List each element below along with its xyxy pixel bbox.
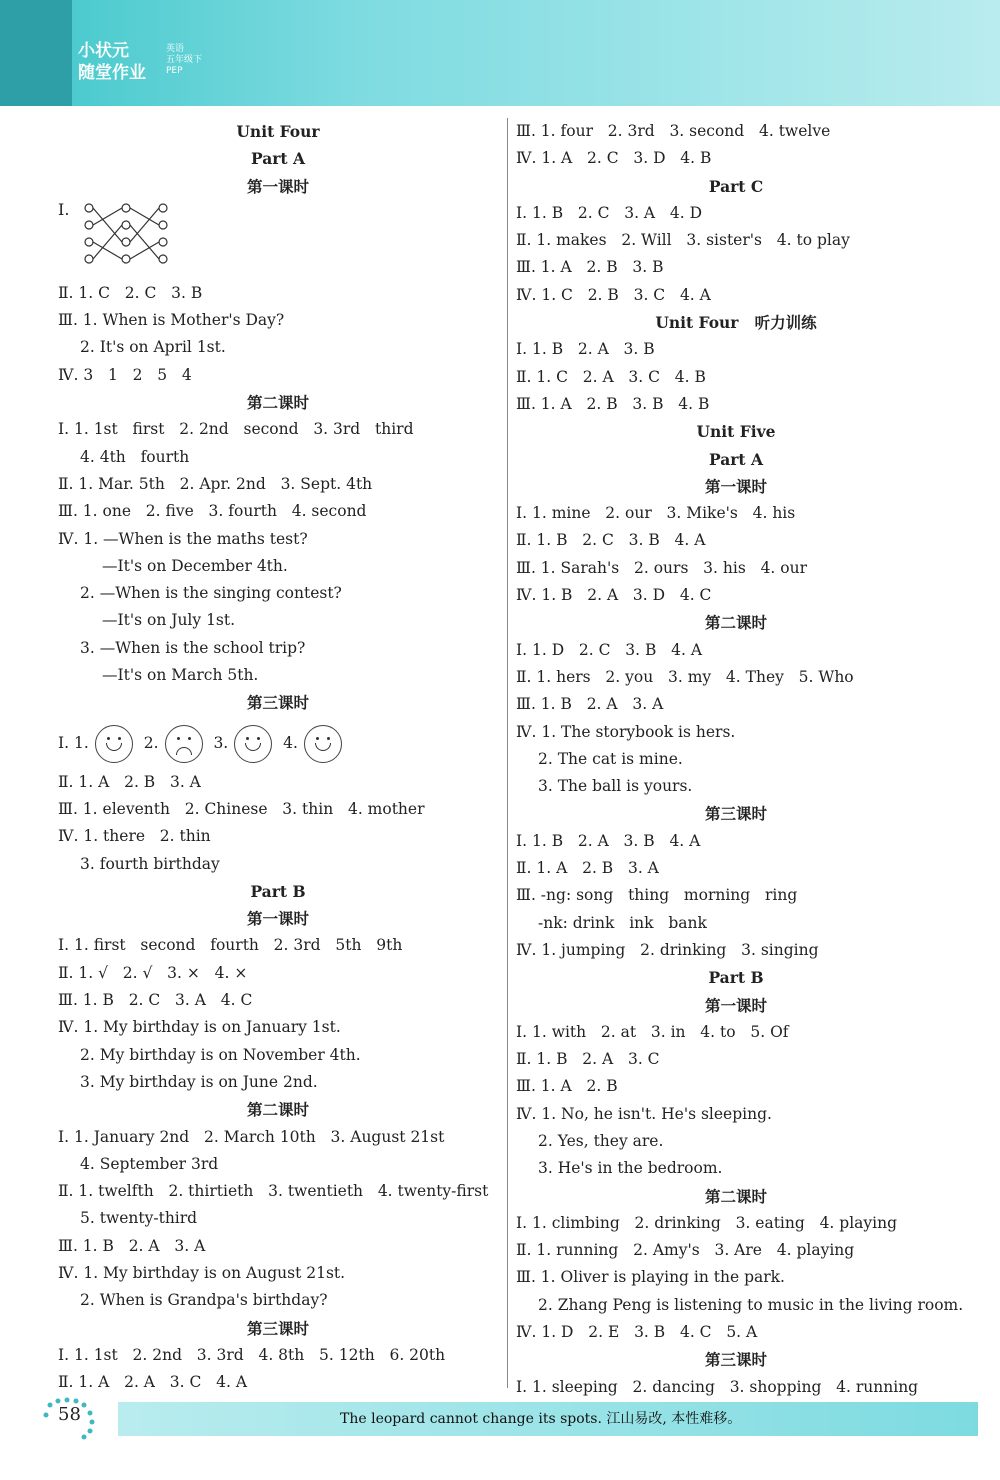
- answer-line: Ⅰ. 1. January 2nd 2. March 10th 3. August 21st: [58, 1127, 445, 1146]
- lesson-title: 第二课时: [704, 1186, 767, 1206]
- answer-line: 3. My birthday is on June 2nd.: [80, 1072, 318, 1091]
- part-title: Part B: [708, 968, 764, 988]
- answer-line: Ⅳ. 1. jumping 2. drinking 3. singing: [516, 940, 819, 959]
- answer-line: Ⅱ. 1. √ 2. √ 3. × 4. ×: [58, 963, 248, 982]
- answer-line: Ⅱ. 1. B 2. C 3. B 4. A: [516, 531, 706, 550]
- answer-line: 3. fourth birthday: [80, 854, 220, 873]
- answer-line: 3. The ball is yours.: [538, 777, 693, 796]
- unit-title: Unit Four: [236, 122, 320, 141]
- answer-line: Ⅰ. 1. B 2. A 3. B: [516, 340, 655, 359]
- meta-subject: 英语: [166, 44, 185, 54]
- answer-line: Ⅰ. 1. 1st 2. 2nd 3. 3rd 4. 8th 5. 12th 6. 20th: [58, 1345, 446, 1364]
- answer-line: —It's on December 4th.: [102, 556, 288, 575]
- answer-line: 2. —When is the singing contest?: [80, 584, 342, 603]
- answer-line: Ⅳ. 1. My birthday is on January 1st.: [58, 1018, 341, 1037]
- answer-label: 4.: [283, 733, 298, 752]
- meta-edition: PEP: [166, 66, 183, 76]
- lesson-title: 第二课时: [704, 613, 767, 633]
- lesson-title: 第一课时: [704, 476, 767, 496]
- unit-title: Unit Five: [696, 422, 776, 442]
- answer-line: 4. 4th fourth: [80, 447, 190, 466]
- answer-line: Ⅳ. 1. there 2. thin: [58, 827, 211, 846]
- answer-line: 3. He's in the bedroom.: [538, 1159, 723, 1178]
- lesson-title: 第二课时: [246, 393, 309, 413]
- answer-line: Ⅳ. 1. The storybook is hers.: [516, 722, 736, 741]
- lesson-title: 第一课时: [246, 176, 309, 196]
- answer-line: 2. The cat is mine.: [538, 749, 683, 768]
- answer-line: Ⅲ. 1. one 2. five 3. fourth 4. second: [58, 502, 367, 521]
- answer-line: Ⅰ. 1. sleeping 2. dancing 3. shopping 4. running: [516, 1377, 919, 1396]
- answer-label: 3.: [213, 733, 229, 752]
- answer-line: Ⅱ. 1. B 2. A 3. C: [516, 1050, 660, 1069]
- header-accent: [0, 0, 72, 106]
- answer-line: Ⅲ. 1. B 2. A 3. A: [516, 695, 664, 714]
- answer-line: Ⅲ. 1. A 2. B: [516, 1077, 618, 1096]
- answer-line: Ⅲ. 1. eleventh 2. Chinese 3. thin 4. mother: [58, 799, 425, 818]
- column-divider: [507, 118, 508, 1388]
- lesson-title: 第三课时: [704, 1350, 767, 1370]
- answer-line: 2. Yes, they are.: [538, 1131, 664, 1150]
- book-logo: [78, 40, 146, 84]
- section-title: Unit Four 听力训练: [655, 313, 817, 333]
- answer-line: Ⅲ. 1. When is Mother's Day?: [58, 311, 285, 330]
- answer-line: Ⅲ. 1. A 2. B 3. B 4. B: [516, 394, 710, 413]
- meta-grade: 五年级下: [166, 55, 203, 65]
- book-meta: [166, 44, 202, 77]
- answer-line: Ⅱ. 1. A 2. B 3. A: [516, 859, 659, 878]
- answer-line: Ⅱ. 1. running 2. Amy's 3. Are 4. playing: [516, 1241, 855, 1260]
- answer-line: Ⅱ. 1. C 2. A 3. C 4. B: [516, 367, 706, 386]
- answer-label: 2.: [143, 733, 159, 752]
- right-column: [516, 118, 964, 1401]
- answer-line: 2. It's on April 1st.: [80, 338, 226, 357]
- answer-line: Ⅳ. 1. No, he isn't. He's sleeping.: [516, 1104, 772, 1123]
- answer-line: Ⅰ. 1. B 2. C 3. A 4. D: [516, 203, 703, 222]
- footer-proverb: The leopard cannot change its spots. 江山易改, 本性难移。: [340, 1411, 742, 1427]
- answer-line: Ⅳ. 1. C 2. B 3. C 4. A: [516, 285, 711, 304]
- answer-line: Ⅱ. 1. twelfth 2. thirtieth 3. twentieth 4. twenty-first: [58, 1182, 489, 1201]
- logo-line2: 随堂作业: [78, 63, 146, 83]
- faces-answer: [58, 717, 498, 769]
- answer-line: —It's on July 1st.: [102, 611, 236, 630]
- answer-label: Ⅰ. 1.: [58, 733, 89, 752]
- smile-face-icon: [304, 725, 342, 763]
- smile-face-icon: [95, 725, 133, 763]
- lesson-title: 第二课时: [246, 1100, 309, 1120]
- answer-line: Ⅱ. 1. Mar. 5th 2. Apr. 2nd 3. Sept. 4th: [58, 474, 373, 493]
- answer-line: Ⅰ. 1. D 2. C 3. B 4. A: [516, 640, 703, 659]
- answer-line: Ⅳ. 1. B 2. A 3. D 4. C: [516, 586, 712, 605]
- answer-line: Ⅲ. 1. Oliver is playing in the park.: [516, 1268, 785, 1287]
- answer-line: Ⅳ. 3 1 2 5 4: [58, 365, 192, 384]
- answer-line: Ⅰ. 1. with 2. at 3. in 4. to 5. Of: [516, 1022, 789, 1041]
- answer-line: Ⅲ. -ng: song thing morning ring: [516, 886, 798, 905]
- answer-line: 2. When is Grandpa's birthday?: [80, 1291, 328, 1310]
- matching-answer: [58, 200, 498, 280]
- page-number: 58: [58, 1404, 81, 1425]
- answer-line: Ⅱ. 1. C 2. C 3. B: [58, 283, 203, 302]
- answer-label: Ⅰ.: [58, 199, 70, 219]
- lesson-title: 第一课时: [246, 909, 309, 929]
- answer-line: Ⅰ. 1. mine 2. our 3. Mike's 4. his: [516, 504, 796, 523]
- answer-line: 2. Zhang Peng is listening to music in the living room.: [538, 1295, 964, 1314]
- answer-line: Ⅳ. 1. —When is the maths test?: [58, 529, 308, 548]
- answer-line: 2. My birthday is on November 4th.: [80, 1045, 361, 1064]
- answer-line: Ⅰ. 1. B 2. A 3. B 4. A: [516, 831, 701, 850]
- matching-lines-figure: [81, 200, 171, 270]
- answer-line: Ⅲ. 1. Sarah's 2. ours 3. his 4. our: [516, 558, 808, 577]
- part-title: Part A: [708, 449, 764, 469]
- lesson-title: 第三课时: [704, 804, 767, 824]
- lesson-title: 第三课时: [246, 693, 309, 713]
- logo-line1: 小状元: [78, 41, 129, 61]
- answer-line: Ⅲ. 1. B 2. A 3. A: [58, 1236, 206, 1255]
- answer-line: —It's on March 5th.: [102, 666, 259, 685]
- frown-face-icon: [165, 725, 203, 763]
- answer-line: 5. twenty-third: [80, 1209, 198, 1228]
- lesson-title: 第三课时: [246, 1318, 309, 1338]
- answer-line: 4. September 3rd: [80, 1154, 219, 1173]
- answer-line: Ⅰ. 1. climbing 2. drinking 3. eating 4. playing: [516, 1213, 898, 1232]
- answer-line: Ⅳ. 1. D 2. E 3. B 4. C 5. A: [516, 1323, 758, 1342]
- answer-line: Ⅲ. 1. B 2. C 3. A 4. C: [58, 991, 253, 1010]
- answer-line: Ⅱ. 1. hers 2. you 3. my 4. They 5. Who: [516, 667, 854, 686]
- answer-line: Ⅲ. 1. A 2. B 3. B: [516, 258, 664, 277]
- answer-line: Ⅲ. 1. four 2. 3rd 3. second 4. twelve: [516, 122, 831, 140]
- part-title: Part B: [250, 881, 306, 901]
- answer-line: Ⅰ. 1. first second fourth 2. 3rd 5th 9th: [58, 936, 403, 955]
- part-title: Part A: [250, 149, 306, 169]
- answer-line: -nk: drink ink bank: [538, 913, 707, 932]
- answer-line: Ⅰ. 1. 1st first 2. 2nd second 3. 3rd third: [58, 420, 414, 439]
- left-column: [58, 118, 498, 1396]
- smile-face-icon: [234, 725, 272, 763]
- lesson-title: 第一课时: [704, 995, 767, 1015]
- part-title: Part C: [708, 176, 764, 196]
- answer-line: Ⅱ. 1. A 2. A 3. C 4. A: [58, 1373, 248, 1392]
- answer-line: Ⅳ. 1. My birthday is on August 21st.: [58, 1263, 346, 1282]
- answer-line: Ⅱ. 1. A 2. B 3. A: [58, 772, 201, 791]
- answer-line: 3. —When is the school trip?: [80, 638, 306, 657]
- answer-line: Ⅱ. 1. makes 2. Will 3. sister's 4. to play: [516, 231, 850, 250]
- header-band: [0, 0, 1000, 106]
- answer-line: Ⅳ. 1. A 2. C 3. D 4. B: [516, 149, 712, 168]
